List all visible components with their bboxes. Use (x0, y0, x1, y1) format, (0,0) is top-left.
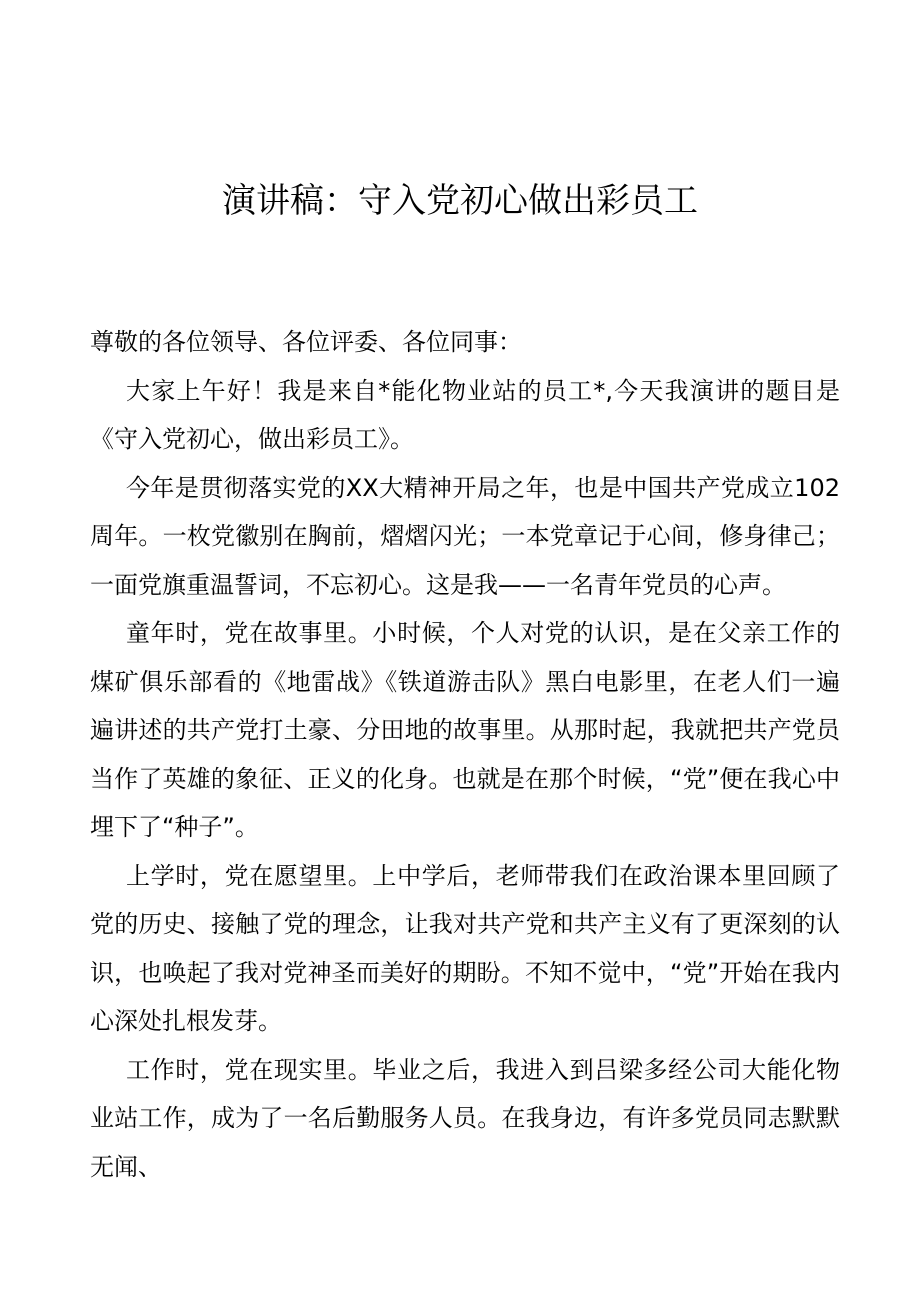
paragraph-anniversary: 今年是贯彻落实党的XX大精神开局之年，也是中国共产党成立102周年。一枚党徽别在胸前，熠熠闪光；一本党章记于心间，修身律己；一面党旗重温誓词，不忘初心。这是我——一名青年党员的心声。 (90, 473, 840, 599)
paragraph-childhood: 童年时，党在故事里。小时候，个人对党的认识，是在父亲工作的煤矿俱乐部看的《地雷战》《铁道游击队》黑白电影里，在老人们一遍遍讲述的共产党打土豪、分田地的故事里。从那时起，我就把共产党员当作了英雄的象征、正义的化身。也就是在那个时候，“党”便在我心中埋下了“种子”。 (90, 619, 840, 841)
paragraph-school: 上学时，党在愿望里。上中学后，老师带我们在政治课本里回顾了党的历史、接触了党的理念，让我对共产党和共产主义有了更深刻的认识，也唤起了我对党神圣而美好的期盼。不知不觉中，“党”开始在我内心深处扎根发芽。 (90, 861, 840, 1035)
paragraph-work: 工作时，党在现实里。毕业之后，我进入到吕梁多经公司大能化物业站工作，成为了一名后勤服务人员。在我身边，有许多党员同志默默无闻、 (90, 1055, 840, 1181)
speech-body (90, 318, 840, 1191)
page-title: 演讲稿：守入党初心做出彩员工 (222, 181, 698, 221)
salutation: 尊敬的各位领导、各位评委、各位同事： (90, 328, 522, 356)
paragraph-greeting: 大家上午好！我是来自*能化物业站的员工*,今天我演讲的题目是《守入党初心，做出彩员工》。 (90, 376, 840, 453)
